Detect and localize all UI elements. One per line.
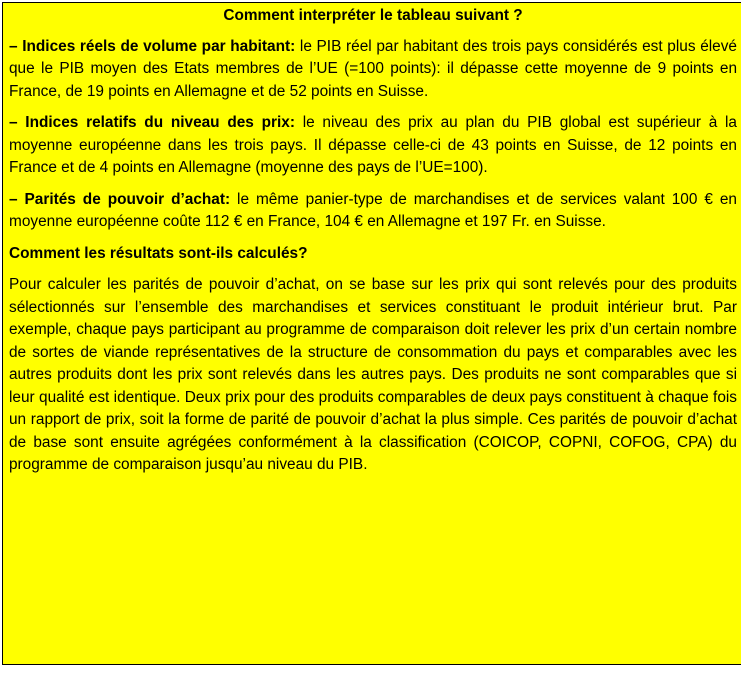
item-lead: – Indices relatifs du niveau des prix: <box>9 114 295 131</box>
item-text: le même panier-type de marchandises et de services valant 100 € en moyenne européenne coûte 112 € en France, 104 € en Allemagne et 197 Fr. en Suisse. <box>9 190 737 230</box>
box-title: Comment interpréter le tableau suivant ? <box>223 7 523 24</box>
item-lead: – Indices réels de volume par habitant: <box>9 37 296 55</box>
item-text: le niveau des prix au plan du PIB global est supérieur à la moyenne européenne dans les trois pays. Il dépasse celle-ci de 43 points en Suisse, de 12 points en France et de 4 points en Allemagne (moyenne des pays de l’UE=100). <box>9 114 737 176</box>
info-box <box>2 2 741 665</box>
body-paragraph: Pour calculer les parités de pouvoir d’achat, on se base sur les prix qui sont relevés pour des produits sélectionnés sur l’ensemble des marchandises et services constituant le produit intérieur brut. Par exemple, chaque pays participant au programme de comparaison doit relever les prix d’un certain nombre de sortes de viande représentatives de la structure de consommation du pays et comparables avec les autres produits dont les prix sont relevés dans les autres pays. Des produits ne sont comparables que si leur qualité est identique. Deux prix pour des produits comparables de deux pays constituent à chaque fois un rapport de prix, soit la forme de parité de pouvoir d’achat la plus simple. Ces parités de pouvoir d’achat de base sont ensuite agrégées conformément à la classification (COICOP, COPNI, COFOG, CPA) du programme de comparaison jusqu’au niveau du PIB. <box>9 276 737 473</box>
section-heading: Comment les résultats sont-ils calculés? <box>9 244 308 262</box>
item-lead: – Parités de pouvoir d’achat: <box>9 190 231 208</box>
item-volume-indices <box>9 36 737 104</box>
item-purchasing-power-parities <box>9 189 737 234</box>
item-text: le PIB réel par habitant des trois pays considérés est plus élevé que le PIB moyen des Etats membres de l’UE (=100 points): il dépasse cette moyenne de 9 points en France, de 19 points en Allemagne et de 52 points en Suisse. <box>9 37 737 100</box>
item-price-level-indices <box>9 112 737 180</box>
